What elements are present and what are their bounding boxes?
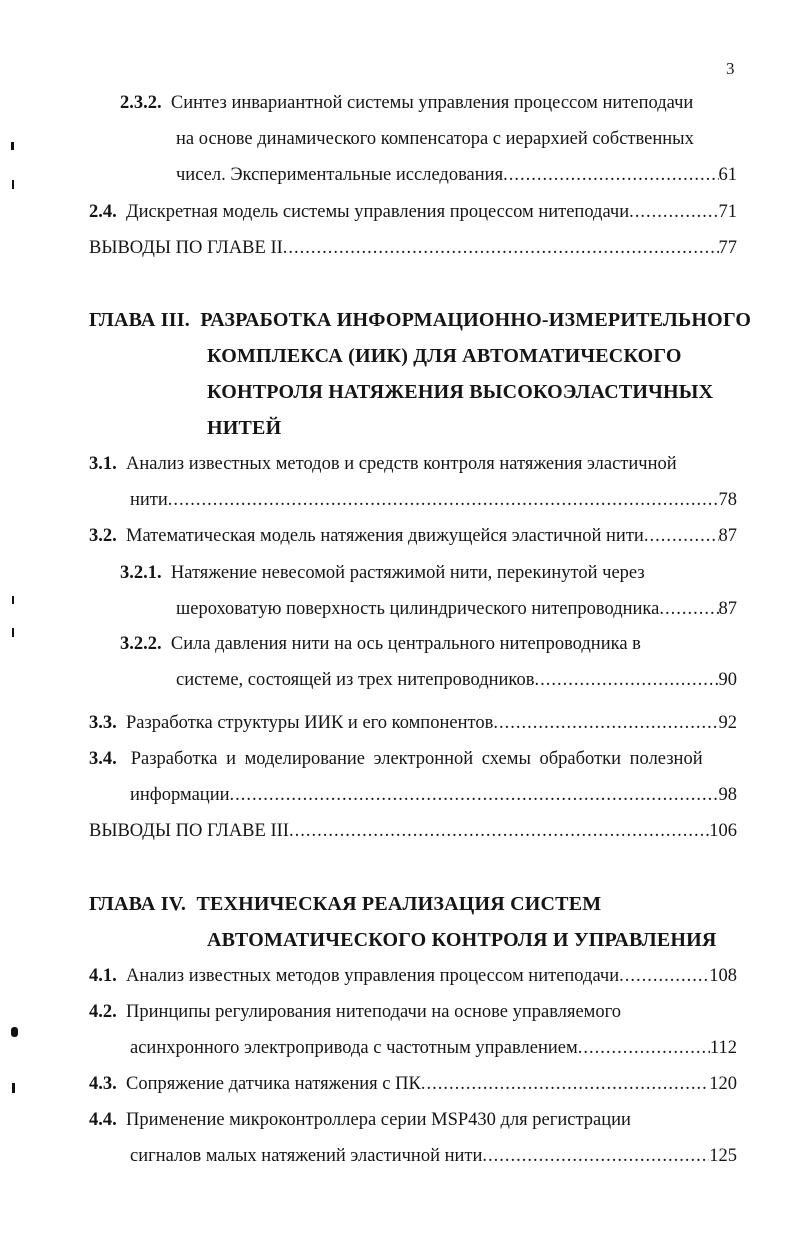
- page-ref: 106: [709, 821, 737, 841]
- toc-entry-3-4-line2: информации ..... 98: [130, 783, 737, 807]
- scan-mark: [11, 142, 14, 150]
- toc-entry-4-1: 4.1. Анализ известных методов управления процессом нитеподачи ..... 108: [89, 964, 737, 988]
- scan-mark: [12, 1083, 15, 1093]
- chapter-3-heading-line3: КОНТРОЛЯ НАТЯЖЕНИЯ ВЫСОКОЭЛАСТИЧНЫХ: [207, 381, 714, 403]
- toc-entry-3-4-line1: 3.4. Разработка и моделирование электронной схемы обработки полезной: [89, 749, 703, 769]
- chapter-3-heading-line4: НИТЕЙ: [207, 417, 282, 439]
- toc-entry-3-2-2-line2: системе, состоящей из трех нитепроводников ..... 90: [176, 668, 737, 692]
- page-ref: 90: [718, 670, 737, 690]
- scan-mark: [11, 1027, 18, 1037]
- chapter-4-heading: ГЛАВА IV. ТЕХНИЧЕСКАЯ РЕАЛИЗАЦИЯ СИСТЕМ: [89, 893, 602, 915]
- leader-dots: [644, 524, 719, 548]
- leader-dots: [534, 668, 718, 692]
- toc-entry-4-2-line1: 4.2. Принципы регулирования нитеподачи на основе управляемого: [89, 1002, 622, 1022]
- chapter-3-heading: ГЛАВА III. РАЗРАБОТКА ИНФОРМАЦИОННО-ИЗМЕРИТЕЛЬНОГО: [89, 309, 752, 331]
- page-ref: 125: [709, 1146, 737, 1166]
- toc-entry-conclusions-2: ВЫВОДЫ ПО ГЛАВЕ II ..... 77: [89, 236, 737, 260]
- leader-dots: [168, 488, 719, 512]
- page-ref: 98: [718, 785, 737, 805]
- chapter-3-heading-line2: КОМПЛЕКСА (ИИК) ДЛЯ АВТОМАТИЧЕСКОГО: [207, 345, 682, 367]
- leader-dots: [289, 819, 709, 843]
- page-ref: 87: [718, 599, 737, 619]
- toc-entry-conclusions-3: ВЫВОДЫ ПО ГЛАВЕ III ..... 106: [89, 819, 737, 843]
- scan-mark: [12, 180, 14, 189]
- toc-entry-3-2: 3.2. Математическая модель натяжения движущейся эластичной нити ..... 87: [89, 524, 737, 548]
- page-ref: 78: [718, 490, 737, 510]
- toc-entry-3-2-1-line1: 3.2.1. Натяжение невесомой растяжимой нити, перекинутой через: [120, 563, 645, 583]
- leader-dots: [493, 711, 718, 735]
- leader-dots: [230, 783, 719, 807]
- toc-entry-2-3-2-line1: 2.3.2. Синтез инвариантной системы управления процессом нитеподачи: [120, 93, 694, 113]
- chapter-4-heading-line2: АВТОМАТИЧЕСКОГО КОНТРОЛЯ И УПРАВЛЕНИЯ: [207, 929, 717, 951]
- page-ref: 92: [718, 713, 737, 733]
- toc-entry-3-1-line1: 3.1. Анализ известных методов и средств контроля натяжения эластичной: [89, 454, 677, 474]
- toc-entry-2-3-2-line2: на основе динамического компенсатора с иерархией собственных: [176, 129, 694, 149]
- page-ref: 61: [718, 165, 737, 185]
- leader-dots: [619, 964, 709, 988]
- leader-dots: [482, 1144, 709, 1168]
- leader-dots: [659, 597, 718, 621]
- scan-mark: [12, 628, 14, 637]
- leader-dots: [421, 1072, 709, 1096]
- page-ref: 71: [718, 202, 737, 222]
- toc-entry-3-2-2-line1: 3.2.2. Сила давления нити на ось центрального нитепроводника в: [120, 634, 641, 654]
- toc-entry-4-3: 4.3. Сопряжение датчика натяжения с ПК ..... 120: [89, 1072, 737, 1096]
- page-ref: 77: [718, 238, 737, 258]
- toc-entry-3-2-1-line2: шероховатую поверхность цилиндрического нитепроводника ..... 87: [176, 597, 737, 621]
- leader-dots: [578, 1036, 710, 1060]
- scan-mark: [12, 596, 14, 604]
- page-number: 3: [726, 59, 735, 78]
- toc-entry-2-4: 2.4. Дискретная модель системы управления процессом нитеподачи ..... 71: [89, 200, 737, 224]
- page-ref: 108: [709, 966, 737, 986]
- toc-entry-2-3-2-line3: чисел. Экспериментальные исследования ..... 61: [176, 163, 737, 187]
- toc-entry-4-4-line2: сигналов малых натяжений эластичной нити ..... 125: [130, 1144, 737, 1168]
- toc-entry-3-3: 3.3. Разработка структуры ИИК и его компонентов ..... 92: [89, 711, 737, 735]
- toc-entry-4-2-line2: асинхронного электропривода с частотным управлением ..... 112: [130, 1036, 737, 1060]
- page-ref: 112: [709, 1038, 737, 1058]
- toc-entry-3-1-line2: нити ..... 78: [130, 488, 737, 512]
- leader-dots: [629, 200, 718, 224]
- page-ref: 120: [709, 1074, 737, 1094]
- toc-entry-4-4-line1: 4.4. Применение микроконтроллера серии MSP430 для регистрации: [89, 1110, 631, 1130]
- leader-dots: [503, 163, 718, 187]
- leader-dots: [283, 236, 719, 260]
- page-ref: 87: [718, 526, 737, 546]
